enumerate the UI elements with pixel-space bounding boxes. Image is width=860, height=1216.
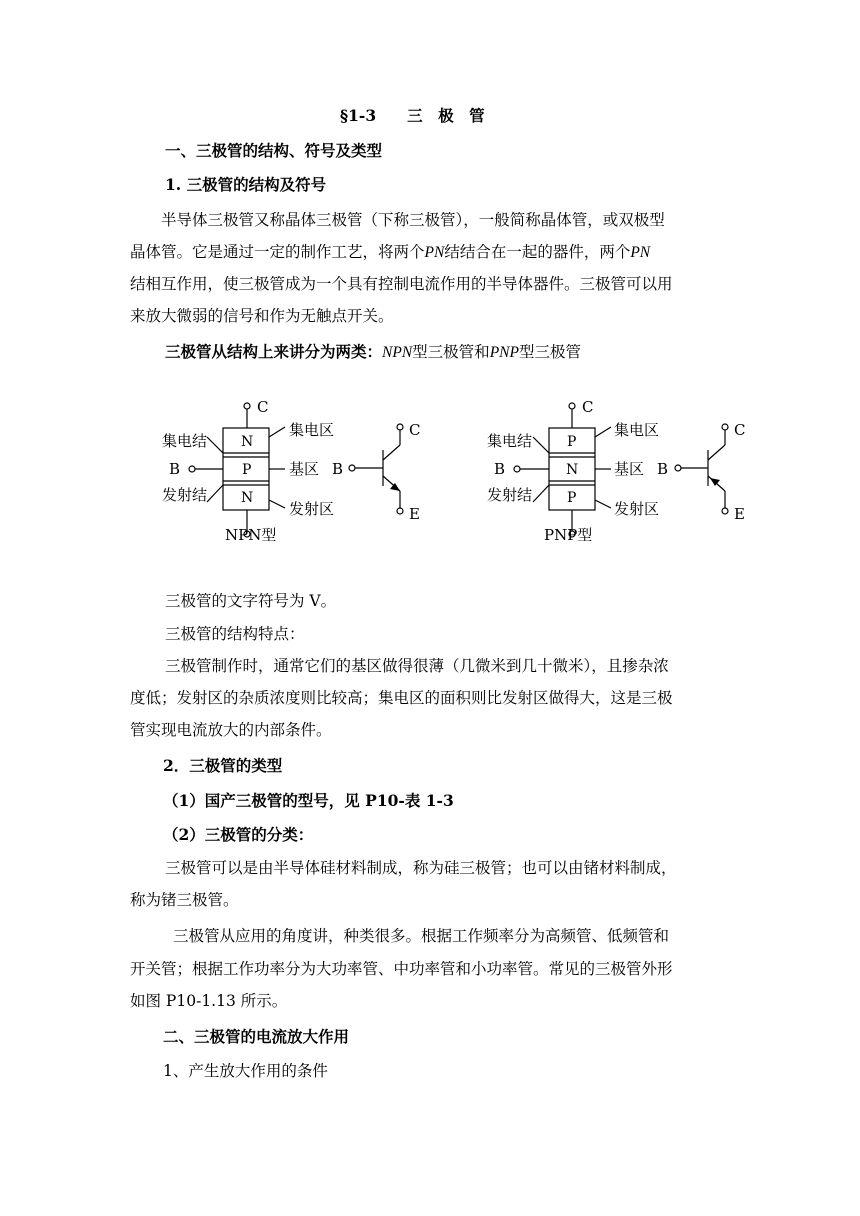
pnp-layer-mid: N xyxy=(566,462,579,478)
pnp-terminal-b: B xyxy=(494,460,506,478)
subheading-conditions: 1、产生放大作用的条件 xyxy=(163,1062,328,1080)
para1-line4: 来放大微弱的信号和作为无触点开关。 xyxy=(130,307,394,325)
npn-layer-bottom: N xyxy=(241,490,254,506)
features-title: 三极管的结构特点： xyxy=(165,625,305,643)
npn-emitter-junction-label: 发射结 xyxy=(162,486,208,504)
pnp-caption: PNP型 xyxy=(544,526,593,544)
npn-base-region-label: 基区 xyxy=(289,460,320,478)
pnp-collector-junction-label: 集电结 xyxy=(487,432,533,450)
npn-terminal-b: B xyxy=(169,460,181,478)
section-heading-1: 一、三极管的结构、符号及类型 xyxy=(165,141,383,160)
npn-layer-top: N xyxy=(241,434,254,450)
para2-line3: 管实现电流放大的内部条件。 xyxy=(130,721,332,739)
para4-line2: 开关管；根据工作功率分为大功率管、中功率管和小功率管。常见的三极管外形 xyxy=(130,960,673,978)
para2-line2: 度低；发射区的杂质浓度则比较高；集电区的面积则比发射区做得大，这是三极 xyxy=(130,689,673,707)
para4-line1: 三极管从应用的角度讲，种类很多。根据工作频率分为高频管、低频管和 xyxy=(173,927,670,945)
npn-collector-junction-label: 集电结 xyxy=(162,432,208,450)
section-heading-2: 二、三极管的电流放大作用 xyxy=(163,1027,350,1046)
para2-line1: 三极管制作时，通常它们的基区做得很薄（几微米到几十微米），且掺杂浓 xyxy=(165,657,669,675)
pnp-emitter-junction-label: 发射结 xyxy=(487,486,533,504)
para3-line2: 称为锗三极管。 xyxy=(130,891,239,909)
transistor-structure-figure xyxy=(0,390,860,550)
npn-symbol-b: B xyxy=(332,460,344,478)
pnp-symbol-c: C xyxy=(734,421,746,439)
npn-symbol-e: E xyxy=(409,505,420,523)
pnp-symbol-b: B xyxy=(657,460,669,478)
subheading-model-number: （1）国产三极管的型号，见 P10-表 1-3 xyxy=(163,791,454,810)
npn-collector-region-label: 集电区 xyxy=(289,421,335,439)
para1-line3: 结相互作用，使三极管成为一个具有控制电流作用的半导体器件。三极管可以用 xyxy=(130,275,673,293)
npn-symbol-c: C xyxy=(409,421,421,439)
para4-line3: 如图 P10-1.13 所示。 xyxy=(130,992,288,1010)
types-line: 三极管从结构上来讲分为两类：NPN型三极管和PNP型三极管 xyxy=(165,342,581,361)
pnp-terminal-c: C xyxy=(582,398,594,416)
para1-line2: 晶体管。它是通过一定的制作工艺，将两个PN结结合在一起的器件，两个PN xyxy=(130,243,651,261)
npn-emitter-region-label: 发射区 xyxy=(289,500,335,518)
para1-line1: 半导体三极管又称晶体三极管（下称三极管），一般简称晶体管，或双极型 xyxy=(130,211,665,229)
pnp-layer-bottom: P xyxy=(567,490,577,506)
subheading-classification: （2）三极管的分类： xyxy=(163,825,314,844)
pnp-symbol-e: E xyxy=(734,505,745,523)
pnp-emitter-region-label: 发射区 xyxy=(614,500,660,518)
para3-line1: 三极管可以是由半导体硅材料制成，称为硅三极管；也可以由锗材料制成， xyxy=(165,859,677,877)
pnp-layer-top: P xyxy=(567,434,577,450)
subheading-types: 2．三极管的类型 xyxy=(163,756,283,775)
symbol-text: 三极管的文字符号为 V。 xyxy=(165,592,337,610)
page-title: §1-3 三 极 管 xyxy=(340,106,485,125)
pnp-base-region-label: 基区 xyxy=(614,460,645,478)
pnp-collector-region-label: 集电区 xyxy=(614,421,660,439)
subheading-structure: 1. 三极管的结构及符号 xyxy=(165,175,327,194)
npn-terminal-c: C xyxy=(257,398,269,416)
npn-layer-mid: P xyxy=(242,462,252,478)
npn-caption: NPN型 xyxy=(225,526,277,544)
